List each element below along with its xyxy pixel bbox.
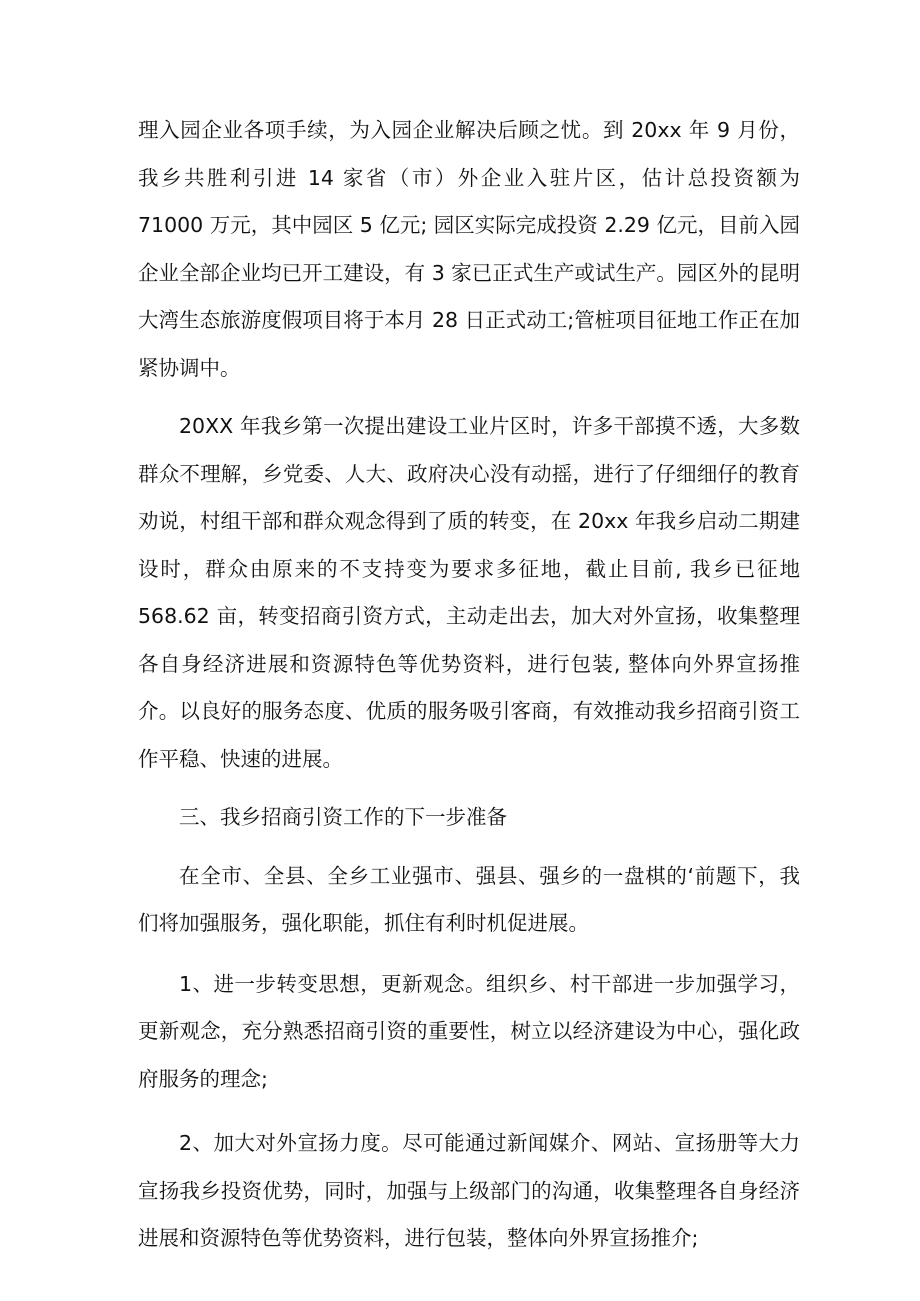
section-heading-next-steps: 三、我乡招商引资工作的下一步准备 (179, 805, 507, 829)
paragraph-overall-strategy: 在全市、全县、全乡工业强市、强县、强乡的一盘棋的‘前题下，我们将加强服务，强化职能，抓住有利时机促进展。 (138, 863, 800, 935)
list-item-change-mindset: 1、进一步转变思想，更新观念。组织乡、村干部进一步加强学习，更新观念，充分熟悉招商引资的重要性，树立以经济建设为中心，强化政府服务的理念; (138, 971, 800, 1091)
paragraph-industrial-park-history: 20XX 年我乡第一次提出建设工业片区时，许多干部摸不透，大多数群众不理解，乡党委、人大、政府决心没有动摇，进行了仔细细仔的教育劝说，村组干部和群众观念得到了质的转变，在 20xx 年我乡启动二期建设时，群众由原来的不支持变为要求多征地，截止目前, 我乡已征地 568.62 亩，转变招商引资方式，主动走出去，加大对外宣扬，收集整理各自身经济进展和资源特色等优势资料，进行包装, 整体向外界宣扬推介。以良好的服务态度、优质的服务吸引客商，有效推动我乡招商引资工作平稳、快速的进展。 (138, 414, 800, 771)
document-body (138, 107, 800, 1263)
paragraph-investment-progress: 理入园企业各项手续，为入园企业解决后顾之忧。到 20xx 年 9 月份，我乡共胜利引进 14 家省（市）外企业入驻片区，估计总投资额为 71000 万元，其中园区 5 亿元; 园区实际完成投资 2.29 亿元，目前入园企业全部企业均已开工建设，有 3 家已正式生产或试生产。园区外的昆明大湾生态旅游度假项目将于本月 28 日正式动工;管桩项目征地工作正在加紧协调中。 (138, 118, 800, 380)
list-item-publicity: 2、加大对外宣扬力度。尽可能通过新闻媒介、网站、宣扬册等大力宣扬我乡投资优势，同时，加强与上级部门的沟通，收集整理各自身经济进展和资源特色等优势资料，进行包装，整体向外界宣扬推介; (138, 1131, 800, 1250)
